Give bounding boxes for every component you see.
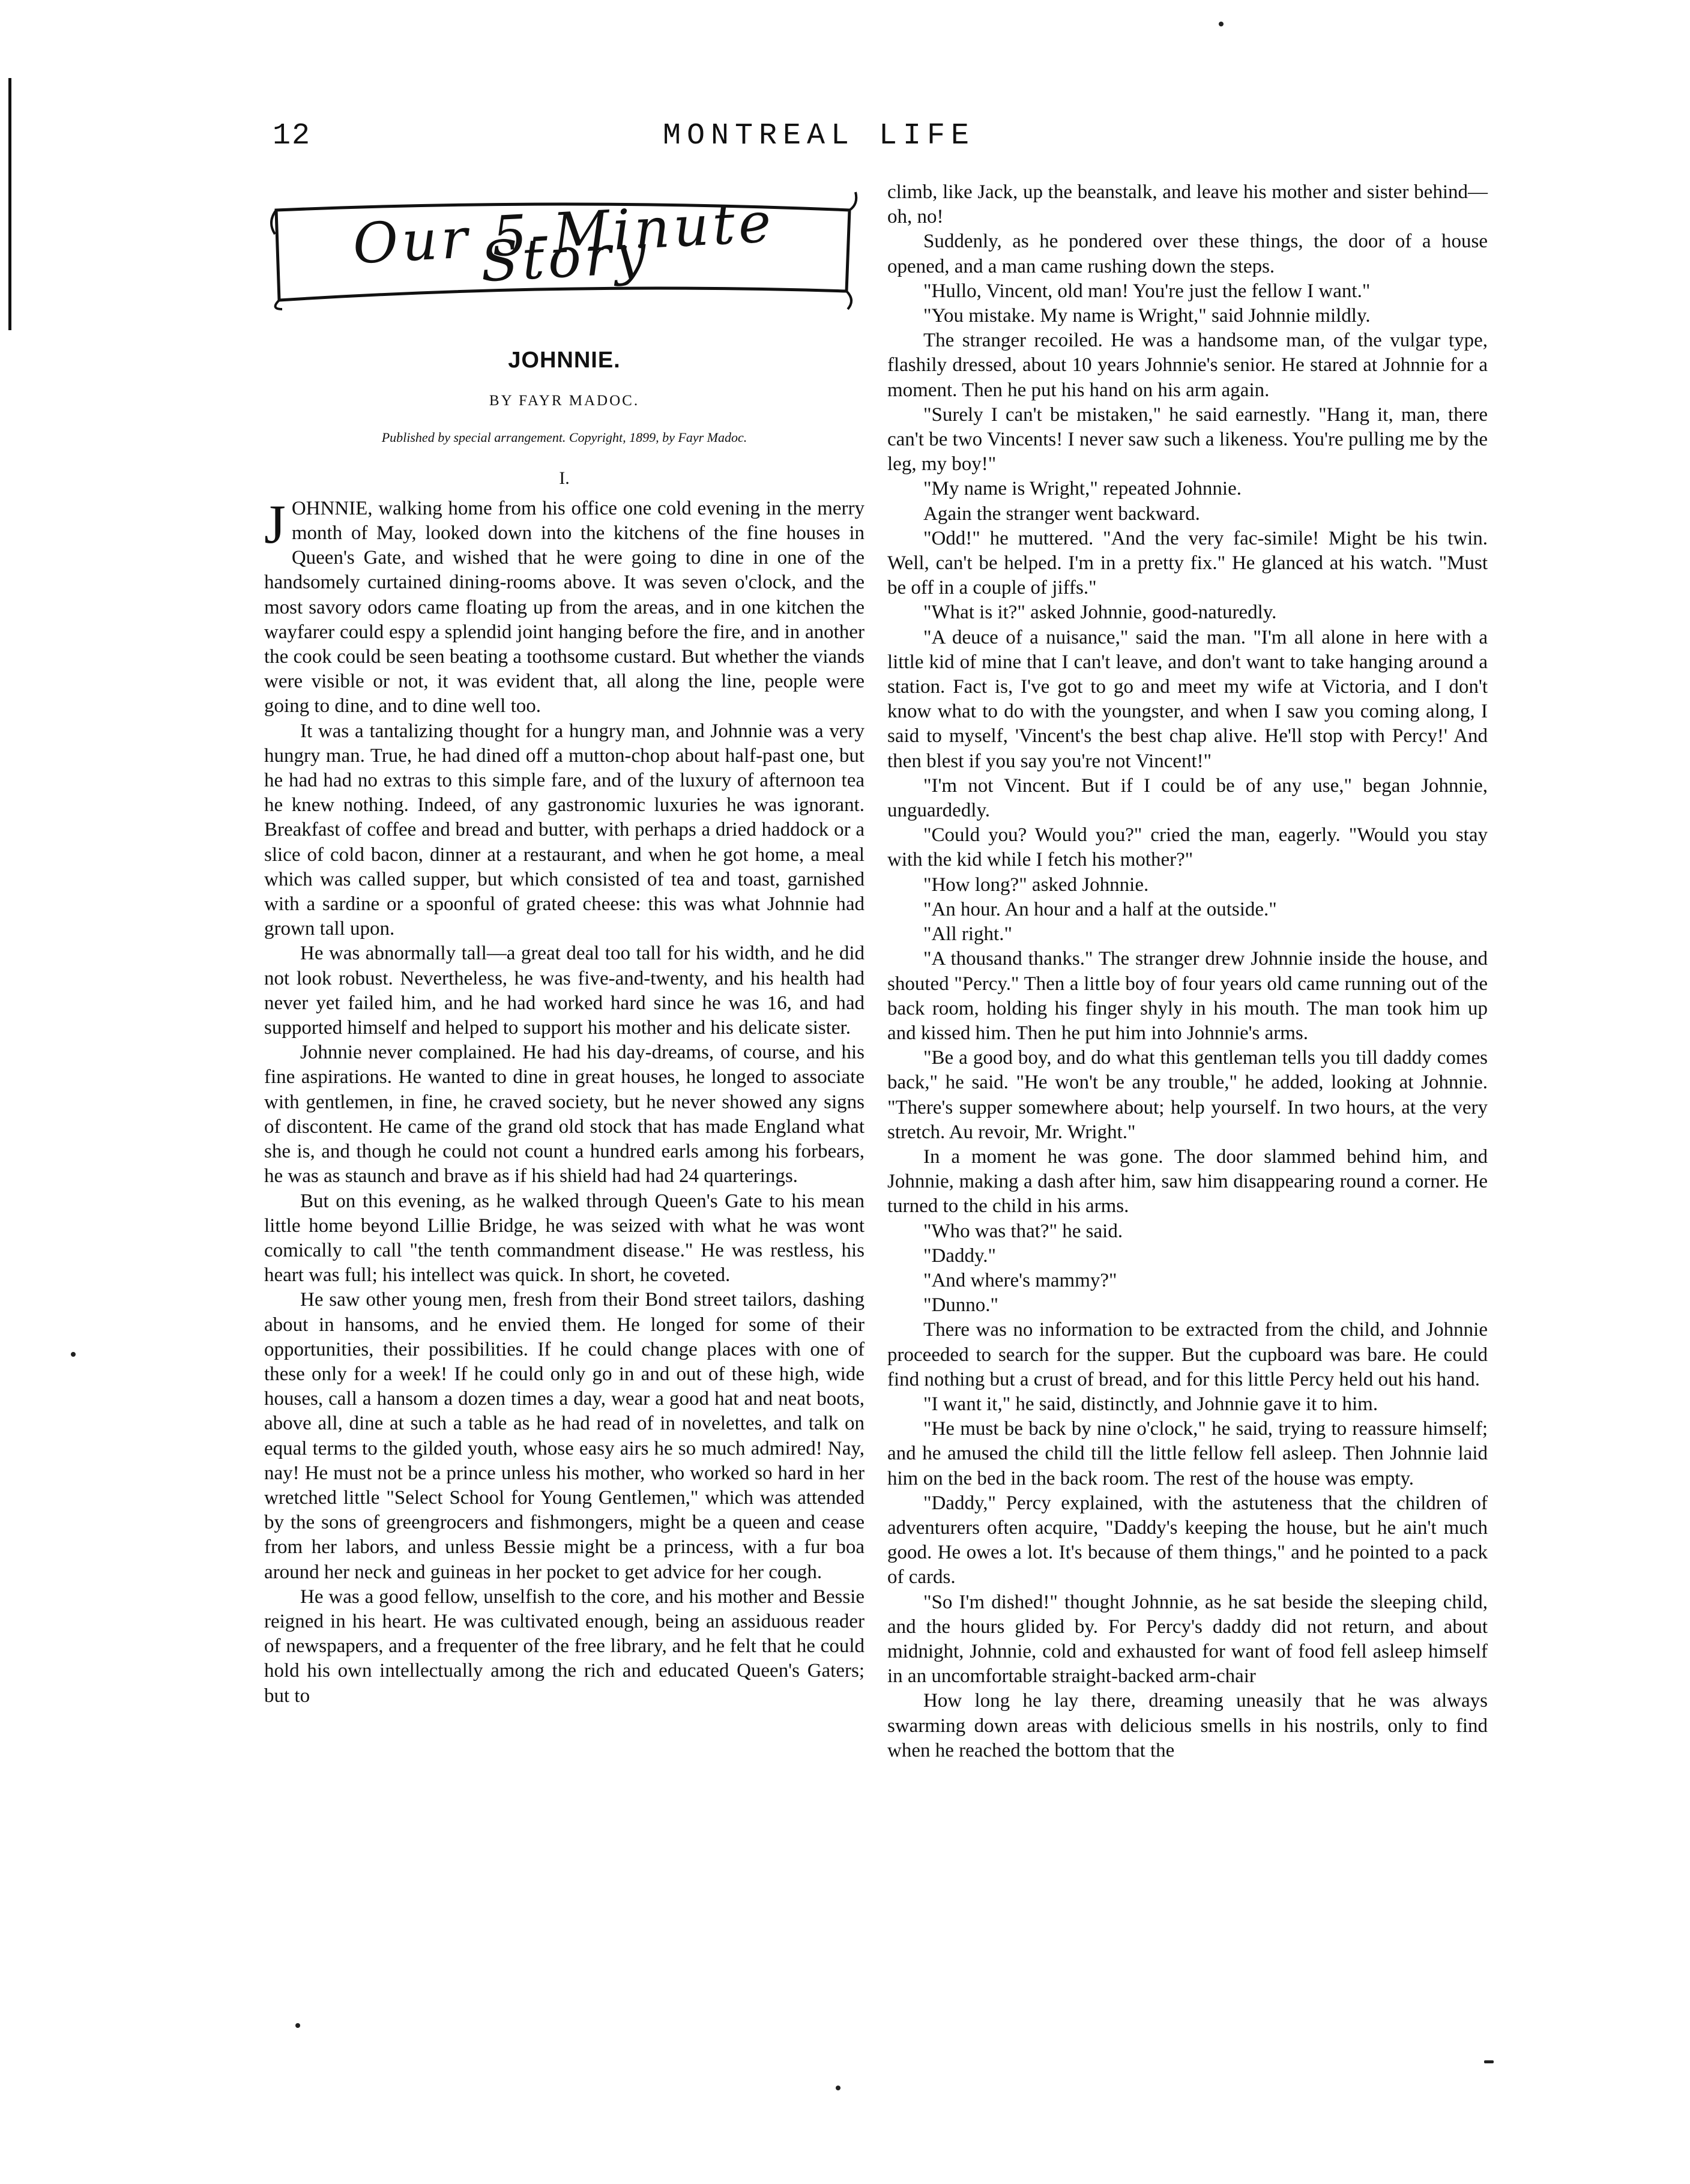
story-title: JOHNNIE.	[508, 348, 621, 373]
paragraph: "How long?" asked Johnnie.	[923, 873, 1149, 896]
paragraph: "Could you? Would you?" cried the man, eagerly. "Would you stay with the kid while I fetch his mother?"	[887, 824, 1488, 871]
paragraph: climb, like Jack, up the beanstalk, and leave his mother and sister behind—oh, no!	[887, 181, 1488, 228]
page-number: 12	[273, 119, 312, 153]
paragraph: "You mistake. My name is Wright," said Johnnie mildly.	[923, 305, 1371, 327]
paragraph: "So I'm dished!" thought Johnnie, as he sat beside the sleeping child, and the hours glided by. For Percy's daddy did not return, and about midnight, Johnnie, cold and exhausted for want of food fell asleep himself in an uncomfortable straight-backed arm-chair	[887, 1591, 1488, 1688]
story-byline: BY FAYR MADOC.	[489, 393, 640, 409]
paragraph: "My name is Wright," repeated Johnnie.	[923, 478, 1242, 500]
paragraph: "What is it?" asked Johnnie, good-naturedly.	[923, 602, 1277, 624]
paragraph: JOHNNIE, walking home from his office one cold evening in the merry month of May, looked down into the kitchens of the fine houses in Queen's Gate, and wished that he were going to dine in one of the handsomely curtained dining-rooms above. It was seven o'clock, and the most savory odors came floating up from the areas, and in one kitchen the wayfarer could espy a splendid joint hanging before the fire, and in another the cook could be seen beating a toothsome custard. But whether the viands were visible or not, it was evident that, all along the line, people were going to dine, and to dine well too.	[264, 493, 865, 717]
paragraph: It was a tantalizing thought for a hungry man, and Johnnie was a very hungry man. True, he had dined off a mutton-chop about half-past one, but he had had no extras to this simple fare, and of the luxury of afternoon tea he knew nothing. Indeed, of any gastronomic luxuries he was ignorant. Breakfast of coffee and bread and butter, with perhaps a dried haddock or a slice of cold bacon, dinner at a restaurant, and when he got home, a meal which was called supper, but which consisted of tea and toast, garnished with a sardine or a spoonful of grated cheese: this was what Johnnie had grown tall upon.	[264, 720, 865, 940]
paragraph: "And where's mammy?"	[923, 1269, 1117, 1291]
scan-speck	[71, 1352, 76, 1357]
paragraph: Again the stranger went backward.	[923, 502, 1200, 525]
paragraph: "Surely I can't be mistaken," he said earnestly. "Hang it, man, there can't be two Vincents! I never saw such a likeness. You're pulling me by the leg, my boy!"	[887, 403, 1488, 475]
paragraph: "All right."	[923, 923, 1012, 946]
scan-speck	[1219, 22, 1224, 26]
paragraph: There was no information to be extracted from the child, and Johnnie proceeded to search for the supper. But the cupboard was bare. He could find nothing but a crust of bread, and for this little Percy held out his hand.	[887, 1319, 1488, 1390]
paragraph: "Be a good boy, and do what this gentleman tells you till daddy comes back," he said. "He won't be any trouble," he added, looking at Johnnie. "There's supper somewhere about; help yourself. In two hours, at the very stretch. Au revoir, Mr. Wright."	[887, 1047, 1488, 1143]
paragraph: "I'm not Vincent. But if I could be of any use," began Johnnie, unguardedly.	[887, 774, 1488, 822]
scan-speck	[295, 2023, 300, 2028]
paragraph: "Daddy."	[923, 1244, 997, 1267]
paragraph: "Daddy," Percy explained, with the astuteness that the children of adventurers often acquire, "Daddy's keeping the house, but he ain't much good. He owes a lot. It's because of them things," and he pointed to a pack of cards.	[887, 1492, 1488, 1588]
paragraph: He was abnormally tall—a great deal too tall for his width, and he did not look robust. Nevertheless, he was five-and-twenty, and his health had never yet failed him, and he had worked hard since he was 16, and had supported himself and helped to support his mother and his delicate sister.	[264, 943, 865, 1039]
story-credit: Published by special arrangement. Copyright, 1899, by Fayr Madoc.	[381, 430, 747, 445]
paragraph: In a moment he was gone. The door slammed behind him, and Johnnie, making a dash after him, saw him disappearing round a corner. He turned to the child in his arms.	[887, 1145, 1488, 1217]
right-column	[887, 180, 1488, 1763]
story-banner	[264, 186, 865, 312]
paragraph: "Odd!" he muttered. "And the very fac-simile! Might be his twin. Well, can't be helped. I'm in a pretty fix." He glanced at his watch. "Must be off in a couple of jiffs."	[887, 527, 1488, 599]
paragraph: Johnnie never complained. He had his day-dreams, of course, and his fine aspirations. He wanted to dine in great houses, he longed to associate with gentlemen, in fine, he craved society, but he never showed any signs of discontent. He came of the grand old stock that has made England what she is, and though he could not count a hundred earls among his forbears, he was as staunch and brave as if his shield had had 24 quarterings.	[264, 1042, 865, 1187]
paragraph: How long he lay there, dreaming uneasily that he was always swarming down areas with delicious smells in his nostrils, only to find when he reached the bottom that the	[887, 1690, 1488, 1761]
scan-edge-line	[8, 78, 11, 330]
paragraph: "A thousand thanks." The stranger drew Johnnie inside the house, and shouted "Percy." Then a little boy of four years old came running out of the back room, holding his finger shyly in his mouth. The man took him up and kissed him. Then he put him into Johnnie's arms.	[887, 948, 1488, 1044]
paragraph: But on this evening, as he walked through Queen's Gate to his mean little home beyond Lillie Bridge, he was seized with what he was wont comically to call "the tenth commandment disease." He was restless, his heart was full; his intellect was quick. In short, he coveted.	[264, 1190, 865, 1287]
paragraph: "Who was that?" he said.	[923, 1220, 1123, 1242]
paragraph: "Dunno."	[923, 1294, 999, 1317]
paragraph: "A deuce of a nuisance," said the man. "I'm all alone in here with a little kid of mine that I can't leave, and don't want to take hanging around a station. Fact is, I've got to go and meet my wife at Victoria, and I don't know what to do with the youngster, and when I saw you coming along, I said to myself, 'Vincent's the best chap alive. He'll stop with Percy!' And then blest if you say you're not Vincent!"	[887, 626, 1488, 772]
chapter-number: I.	[559, 468, 570, 488]
banner-title: Our 5-Minute Story	[351, 190, 776, 295]
paragraph: "I want it," he said, distinctly, and Johnnie gave it to him.	[923, 1393, 1378, 1415]
drop-cap: J	[264, 493, 286, 555]
left-column	[264, 180, 865, 1709]
paragraph: He saw other young men, fresh from their Bond street tailors, dashing about in hansoms, and he envied them. He longed for some of their opportunities, their possibilities. If he could change places with one of these only for a week! If he could only go in and out of these high, wide houses, call a hansom a dozen times a day, wear a good hat and neat boots, above all, dine at such a table as he had read of in novelettes, and talk on equal terms to the gilded youth, whose easy airs he so much admired! Nay, nay! He must not be a prince unless his mother, who worked so hard in her wretched little "Select School for Young Gentlemen," which was attended by the sons of greengrocers and fishmongers, might be a queen and cease from her labors, and unless Bessie might be a princess, with a fur boa around her neck and guineas in her pocket to get advice for her cough.	[264, 1289, 865, 1583]
paragraph: "He must be back by nine o'clock," he said, trying to reassure himself; and he amused the child till the little fellow fell asleep. Then Johnnie laid him on the bed in the back room. The rest of the house was empty.	[887, 1418, 1488, 1489]
scan-speck	[836, 2086, 840, 2090]
paragraph: "Hullo, Vincent, old man! You're just the fellow I want."	[923, 280, 1371, 302]
paragraph: He was a good fellow, unselfish to the core, and his mother and Bessie reigned in his heart. He was cultivated enough, being an assiduous reader of newspapers, and a frequenter of the free library, and he felt that he could hold his own intellectually among the rich and educated Queen's Gaters; but to	[264, 1585, 865, 1707]
journal-title: MONTREAL LIFE	[663, 119, 976, 153]
running-head	[273, 119, 1554, 161]
paragraph: Suddenly, as he pondered over these things, the door of a house opened, and a man came rushing down the steps.	[887, 231, 1488, 277]
paragraph: "An hour. An hour and a half at the outside."	[923, 898, 1277, 920]
paragraph: The stranger recoiled. He was a handsome man, of the vulgar type, flashily dressed, about 10 years Johnnie's senior. He stared at Johnnie for a moment. Then he put his hand on his arm again.	[887, 330, 1488, 401]
scan-speck	[1484, 2060, 1494, 2063]
